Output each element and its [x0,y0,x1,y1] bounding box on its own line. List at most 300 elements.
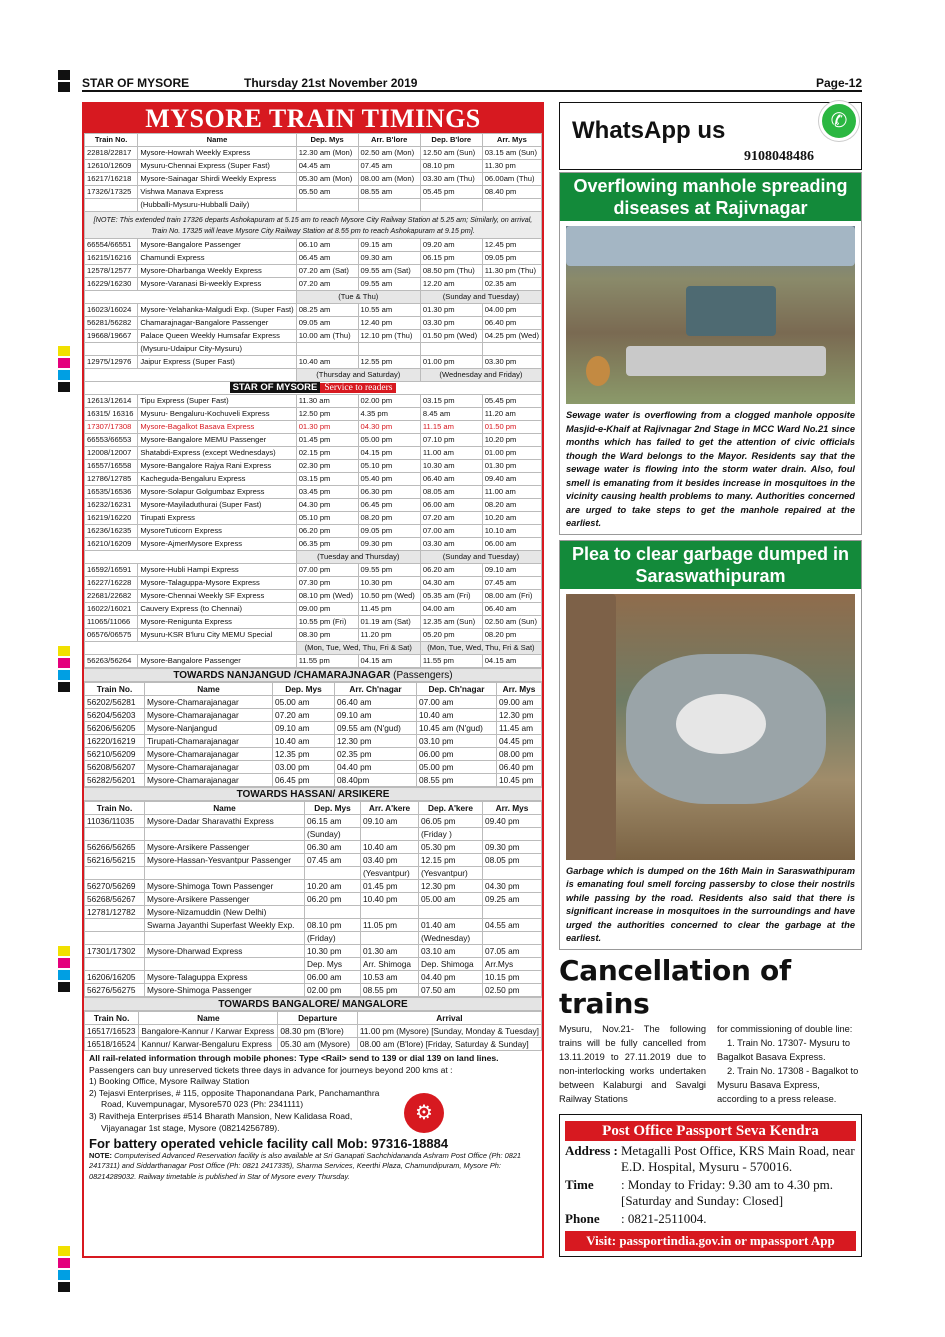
right-column [559,102,862,1257]
hassan-heading: TOWARDS HASSAN/ ARSIKERE [84,787,542,801]
table-cell: 17307/17308 [85,421,138,434]
table-cell: Shatabdi-Express (except Wednesdays) [138,447,296,460]
column-header: Train No. [85,134,138,147]
table-cell: 11036/11035 [85,815,145,828]
table-cell: Kacheguda-Bengaluru Express [138,473,296,486]
table-cell: 10.55 am [358,304,420,317]
table-cell: 07.50 am [419,984,483,997]
table-cell: 10.30 pm [358,577,420,590]
table-cell [305,906,361,919]
table-cell: 10.40 am [273,735,335,748]
table-cell [483,828,542,841]
table-row [85,971,542,984]
table-cell: 09.05 pm [358,525,420,538]
table-row [85,173,542,186]
nanjangud-title: TOWARDS NANJANGUD /CHAMARAJNAGAR [173,670,391,681]
table-row [85,841,542,854]
table-cell: 02.00 pm [358,395,420,408]
story-manhole [559,172,862,535]
table-cell [419,906,483,919]
story-headline: Overflowing manhole spreading diseases at Rajivnagar [560,173,861,221]
table-cell: Mysore-Arsikere Passenger [145,893,305,906]
table-row [85,722,542,735]
table-cell: 04.15 am [482,655,541,668]
table-row [85,265,542,278]
table-cell: 16220/16219 [85,735,145,748]
table-cell: Mysore-Bangalore MEMU Passenger [138,434,296,447]
note-label: NOTE: [89,1151,112,1161]
garbage-photo [566,594,855,860]
table-cell: 16229/16230 [85,278,138,291]
table-cell: 04.25 pm (Wed) [482,330,541,343]
column-header: Name [139,1012,278,1025]
table-cell: 06.45 pm [273,774,335,787]
table-row [85,709,542,722]
passport-visit-link[interactable]: Visit: passportindia.gov.in or mpassport App [565,1231,856,1251]
table-cell: Mysore-Shimoga Passenger [145,984,305,997]
table-cell: 16236/16235 [85,525,138,538]
table-cell: 10.40 am [296,356,358,369]
table-cell: 08.00 pm [497,748,542,761]
table-cell: Mysore-Nanjangud [145,722,273,735]
cancellation-item: 1. Train No. 17307- Mysuru to Bagalkot Basava Express. [717,1037,850,1062]
table-cell: 10.15 pm [483,971,542,984]
table-row [85,408,542,421]
table-cell: Mysore-Bagalkot Basava Express [138,421,296,434]
table-cell: 05.30 am (Mon) [296,173,358,186]
whatsapp-number: 9108048486 [744,149,814,164]
table-cell: 09.10 am [335,709,417,722]
table-cell: 01.30 pm [420,304,482,317]
table-cell: 01.45 pm [296,434,358,447]
table-row [85,945,542,958]
table-cell: 11.30 pm [482,160,541,173]
table-cell: Mysore-Bangalore Passenger [138,239,296,252]
passport-address-row [565,1143,856,1175]
table-row [85,525,542,538]
table-row [85,252,542,265]
table-cell: 03.10 pm [417,735,497,748]
table-cell: 08.30 pm (B'lore) [278,1025,357,1038]
table-cell: 05.00 am [273,696,335,709]
column-header: Train No. [85,683,145,696]
table-cell: 03.10 am [419,945,483,958]
table-cell: 12781/12782 [85,906,145,919]
table-cell: (Mysuru-Udaipur City-Mysuru) [138,343,296,356]
table-cell: 11.00 am [420,447,482,460]
table-cell: 4.35 pm [358,408,420,421]
table-row [85,356,542,369]
table-cell: 17301/17302 [85,945,145,958]
table-cell: 06.20 pm [296,525,358,538]
table-cell: 12.30 pm [419,880,483,893]
table-row [85,1038,542,1051]
table-cell: 06.15 pm [420,252,482,265]
railway-emblem-icon: ⚙ [404,1093,444,1133]
table-cell: 06.00 am [420,499,482,512]
table-cell: 09.15 am [358,239,420,252]
table-cell [358,199,420,212]
whatsapp-box [559,102,862,170]
table-cell: 05.00 pm [358,434,420,447]
table-cell: Mysore-Renigunta Express [138,616,296,629]
table-cell: 06.40 pm [482,317,541,330]
column-header: Train No. [85,802,145,815]
table-cell: 12.50 pm [296,408,358,421]
table-cell: 16210/16209 [85,538,138,551]
table-cell: Kannur/ Karwar-Bengaluru Express [139,1038,278,1051]
table-cell [85,828,145,841]
table-cell [85,642,297,655]
table-cell: Arr. Shimoga [361,958,419,971]
table-cell: 12610/12609 [85,160,138,173]
table-cell: 05.30 am (Mysore) [278,1038,357,1051]
table-cell: 08.50 pm (Thu) [420,265,482,278]
table-cell: 08.25 am [296,304,358,317]
table-cell: Chamundi Express [138,252,296,265]
column-header: Departure [278,1012,357,1025]
time-value: : Monday to Friday: 9.30 am to 4.30 pm. [Saturday and Sunday: Closed] [621,1176,833,1208]
table-cell: 05.30 pm [419,841,483,854]
table-cell: 07.10 pm [420,434,482,447]
table-cell: 07.45 am [358,160,420,173]
table-cell: (Hubballi-Mysuru-Hubballi Daily) [138,199,296,212]
cancellation-intro: for commissioning of double line: [717,1023,853,1034]
table-cell: (Yesvantpur) [361,867,419,880]
table-cell: 08.00 am (Fri) [482,590,541,603]
table-cell: 09.05 am [296,317,358,330]
page-header [82,76,862,92]
table-row [85,815,542,828]
table-cell: 56263/56264 [85,655,138,668]
table-cell: 16206/16205 [85,971,145,984]
table-cell: 03.30 am (Thu) [420,173,482,186]
table-cell: 11.30 am [296,395,358,408]
address-value: Metagalli Post Office, KRS Main Road, near E.D. Hospital, Mysuru - 570016. [621,1142,855,1174]
table-cell: 04.30 am [420,577,482,590]
table-cell: 07.45 am [482,577,541,590]
address-label: Address : [565,1142,618,1158]
manhole-photo [566,226,855,404]
table-cell: 05.00 am [419,893,483,906]
table-cell: 56281/56282 [85,317,138,330]
table-cell: Mysore-Chamarajanagar [145,696,273,709]
table-cell: 10.55 pm (Fri) [296,616,358,629]
table-cell: Tirupati Express [138,512,296,525]
days-label: (Mon, Tue, Wed, Thu, Fri & Sat) [296,642,420,655]
table-cell: Tirupati-Chamarajanagar [145,735,273,748]
table-cell: Mysuru-Chennai Express (Super Fast) [138,160,296,173]
table-cell: 11.20 am [482,408,541,421]
table-cell: 08.20 am [482,499,541,512]
table-cell: Mysore-Hassan-Yesvantpur Passenger [145,854,305,867]
table-cell: 09.10 am [361,815,419,828]
table-cell: 02.00 pm [305,984,361,997]
table-cell: 12.50 am (Sun) [420,147,482,160]
table-cell: 10.10 am [482,525,541,538]
table-cell: Mysore-Yelahanka-Malgudi Exp. (Super Fast) [138,304,296,317]
table-cell: 04.00 pm [482,304,541,317]
table-cell [361,828,419,841]
table-cell: 03.45 pm [296,486,358,499]
table-cell: 04.40 pm [335,761,417,774]
table-cell: 02.50 am (Mon) [358,147,420,160]
table-cell: 07.20 am [273,709,335,722]
table-cell [420,343,482,356]
table-cell: 56282/56201 [85,774,145,787]
nanjangud-subtitle: (Passengers) [393,670,453,681]
table-cell: 09.25 am [483,893,542,906]
table-row [85,1025,542,1038]
table-cell: 12.35 am (Sun) [420,616,482,629]
table-cell: Mysore-Hubli Hampi Express [138,564,296,577]
nanjangud-table [84,682,542,787]
table-cell: 56208/56207 [85,761,145,774]
table-cell: 05.10 pm [358,460,420,473]
table-cell: 06.05 pm [419,815,483,828]
table-row [85,538,542,551]
table-cell [85,867,145,880]
table-cell: 09.20 am [420,239,482,252]
table-cell: 10.53 am [361,971,419,984]
table-cell: 11.00 pm (Mysore) [Sunday, Monday & Tuesday] [357,1025,541,1038]
table-cell: Vishwa Manava Express [138,186,296,199]
table-cell: 16022/16021 [85,603,138,616]
column-header: Name [145,683,273,696]
table-cell: 12578/12577 [85,265,138,278]
table-cell: 01.50 pm (Wed) [420,330,482,343]
table-cell: 16217/16218 [85,173,138,186]
table-cell: 10.20 am [305,880,361,893]
table-row [85,147,542,160]
column-header: Dep. Mys [273,683,335,696]
table-cell: 02.50 pm [483,984,542,997]
table-cell [361,906,419,919]
table-cell [482,199,541,212]
table-cell: 16232/16231 [85,499,138,512]
table-cell: 02.50 am (Sun) [482,616,541,629]
table-cell: 08.10 pm (Wed) [296,590,358,603]
table-cell: 04.40 pm [419,971,483,984]
table-cell: 06.00 am [305,971,361,984]
table-cell: 09.30 am [358,252,420,265]
table-cell: 16592/16591 [85,564,138,577]
table-row [85,330,542,343]
table-cell: Dep. Mys [305,958,361,971]
table-cell: 07.30 pm [296,577,358,590]
time-label: Time [565,1176,594,1192]
table-cell: 06.40 am [335,696,417,709]
whatsapp-title: WhatsApp us [572,117,726,144]
table-cell: 16557/16558 [85,460,138,473]
table-cell: MysoreTuticorn Express [138,525,296,538]
table-row [85,735,542,748]
table-row [85,774,542,787]
table-cell [296,343,358,356]
table-cell: 04.30 pm [483,880,542,893]
table-cell: 10.00 am (Thu) [296,330,358,343]
table-cell [85,551,297,564]
table-row [85,486,542,499]
table-cell: 08.05 am [420,486,482,499]
whatsapp-icon: ✆ [819,101,859,141]
days-label: (Wednesday and Friday) [420,369,541,382]
table-cell: 07.20 am (Sat) [296,265,358,278]
table-cell: 05.45 pm [482,395,541,408]
table-cell: 12.15 pm [419,854,483,867]
table-cell: 05.20 pm [420,629,482,642]
table-cell: 08.55 am [358,186,420,199]
table-cell [85,343,138,356]
table-cell: Mysore-Dadar Sharavathi Express [145,815,305,828]
cancellation-col2 [717,1022,862,1106]
table-cell: 02.35 am [482,278,541,291]
table-cell: 66554/66551 [85,239,138,252]
train-timings-panel [82,102,544,1258]
table-cell: 08.10 pm [420,160,482,173]
cancellation-item: 2. Train No. 17308 - Bagalkot to Mysuru Basava Express, according to a press release. [717,1065,859,1104]
column-header: Arr. A'kere [361,802,419,815]
table-row [85,603,542,616]
table-cell [85,919,145,932]
table-cell: 02.30 pm [296,460,358,473]
table-cell: 09.40 pm [483,815,542,828]
table-cell: Mysore-Chennai Weekly SF Express [138,590,296,603]
table-cell: 03.15 am (Sun) [482,147,541,160]
table-cell: 08.20 pm [482,629,541,642]
table-cell: 08.40 pm [482,186,541,199]
info-line: Vijayanagar 1st stage, Mysore (08214256789). [101,1122,280,1133]
table-cell: Mysore-Varanasi Bi-weekly Express [138,278,296,291]
table-row [85,906,542,919]
table-cell: Mysore-Chamarajanagar [145,748,273,761]
table-cell [358,343,420,356]
table-row [85,828,542,841]
table-cell: 11.05 pm [361,919,419,932]
table-row [85,239,542,252]
table-cell: 06.30 pm [358,486,420,499]
days-label: (Tuesday and Thursday) [296,551,420,564]
story-headline: Plea to clear garbage dumped in Saraswathipuram [560,541,861,589]
table-row [85,616,542,629]
table-cell: 04.30 pm [358,421,420,434]
days-row [85,291,542,304]
table-cell: 07.20 am [296,278,358,291]
table-row [85,460,542,473]
table-cell: 01.00 pm [482,447,541,460]
table-cell: 09.10 am [273,722,335,735]
table-row [85,317,542,330]
table-cell: 11.55 pm [296,655,358,668]
table-cell: 08.00 am (Mon) [358,173,420,186]
sos-banner [85,382,542,395]
table-cell: 07.05 am [483,945,542,958]
table-cell: 04.30 pm [296,499,358,512]
table-cell: 05.00 pm [417,761,497,774]
table-cell: 04.45 pm [497,735,542,748]
table-cell: 16023/16024 [85,304,138,317]
table-cell: 03.15 pm [296,473,358,486]
table-cell: 03.40 pm [361,854,419,867]
table-cell: 04.55 am [483,919,542,932]
battery-vehicle-notice: For battery operated vehicle facility call Mob: 97316-18884 [89,1136,449,1152]
table-cell: 07.00 am [417,696,497,709]
table-cell [361,932,419,945]
table-row [85,958,542,971]
table-cell: Arr.Mys [483,958,542,971]
bangalore-table [84,1011,542,1051]
table-cell [85,958,145,971]
page-number: Page-12 [815,76,862,90]
table-row [85,434,542,447]
table-cell: 22818/22817 [85,147,138,160]
table-cell: 03.30 am [420,538,482,551]
table-cell: 09.55 am [358,278,420,291]
table-cell: 16535/16536 [85,486,138,499]
table-cell: 06.40 pm [497,761,542,774]
table-cell: 12.10 pm (Thu) [358,330,420,343]
column-header: Name [138,134,296,147]
table-cell [85,369,297,382]
info-line: All rail-related information through mobile phones: Type <Rail> send to 139 or dial 139 on land lines. [89,1053,499,1063]
table-cell: 04.15 am [358,655,420,668]
table-cell: 08.20 pm [358,512,420,525]
table-cell: 10.30 pm [305,945,361,958]
table-cell [420,199,482,212]
table-row [85,186,542,199]
days-row [85,642,542,655]
issue-date: Thursday 21st November 2019 [244,76,418,90]
table-cell: (Yesvantpur) [419,867,483,880]
table-cell: 09.00 am [497,696,542,709]
column-header: Arr. Ch'nagar [335,683,417,696]
table-cell: 12786/12785 [85,473,138,486]
table-cell: 07.00 pm [296,564,358,577]
table-cell: 05.45 pm [420,186,482,199]
table-cell: Mysore-Bangalore Rajya Rani Express [138,460,296,473]
table-cell: 09.00 pm [296,603,358,616]
days-label: (Sunday and Tuesday) [420,551,541,564]
sos-tagline: Service to readers [320,383,396,393]
table-cell: 17326/17325 [85,186,138,199]
table-cell: 06.45 pm [358,499,420,512]
table-cell: 02.35 pm [335,748,417,761]
table-cell: 56202/56281 [85,696,145,709]
table-row [85,278,542,291]
table-cell: 11.15 am [420,421,482,434]
table-cell: 05.35 am (Fri) [420,590,482,603]
column-header: Arrival [357,1012,541,1025]
table-cell: 06.00 am [482,538,541,551]
column-header: Dep. B'lore [420,134,482,147]
info-line: 3) Ravitheja Enterprises #514 Bharath Mansion, New Kalidasa Road, [89,1110,353,1121]
column-header: Arr. Mys [482,134,541,147]
table-cell: 06.45 am [296,252,358,265]
table-cell: 03.30 pm [420,317,482,330]
table-cell: 12.35 pm [273,748,335,761]
table-cell: 07.45 am [305,854,361,867]
table-cell: 56216/56215 [85,854,145,867]
table-cell: 10.45 pm [497,774,542,787]
table-cell: Mysore-Chamarajanagar [145,709,273,722]
table-cell: Mysore-Howrah Weekly Express [138,147,296,160]
column-header: Dep. Mys [296,134,358,147]
table-cell: 11.30 pm (Thu) [482,265,541,278]
table-cell: Mysore-Chamarajanagar [145,761,273,774]
table-cell [145,932,305,945]
table-row [85,473,542,486]
table-cell: 03.15 pm [420,395,482,408]
